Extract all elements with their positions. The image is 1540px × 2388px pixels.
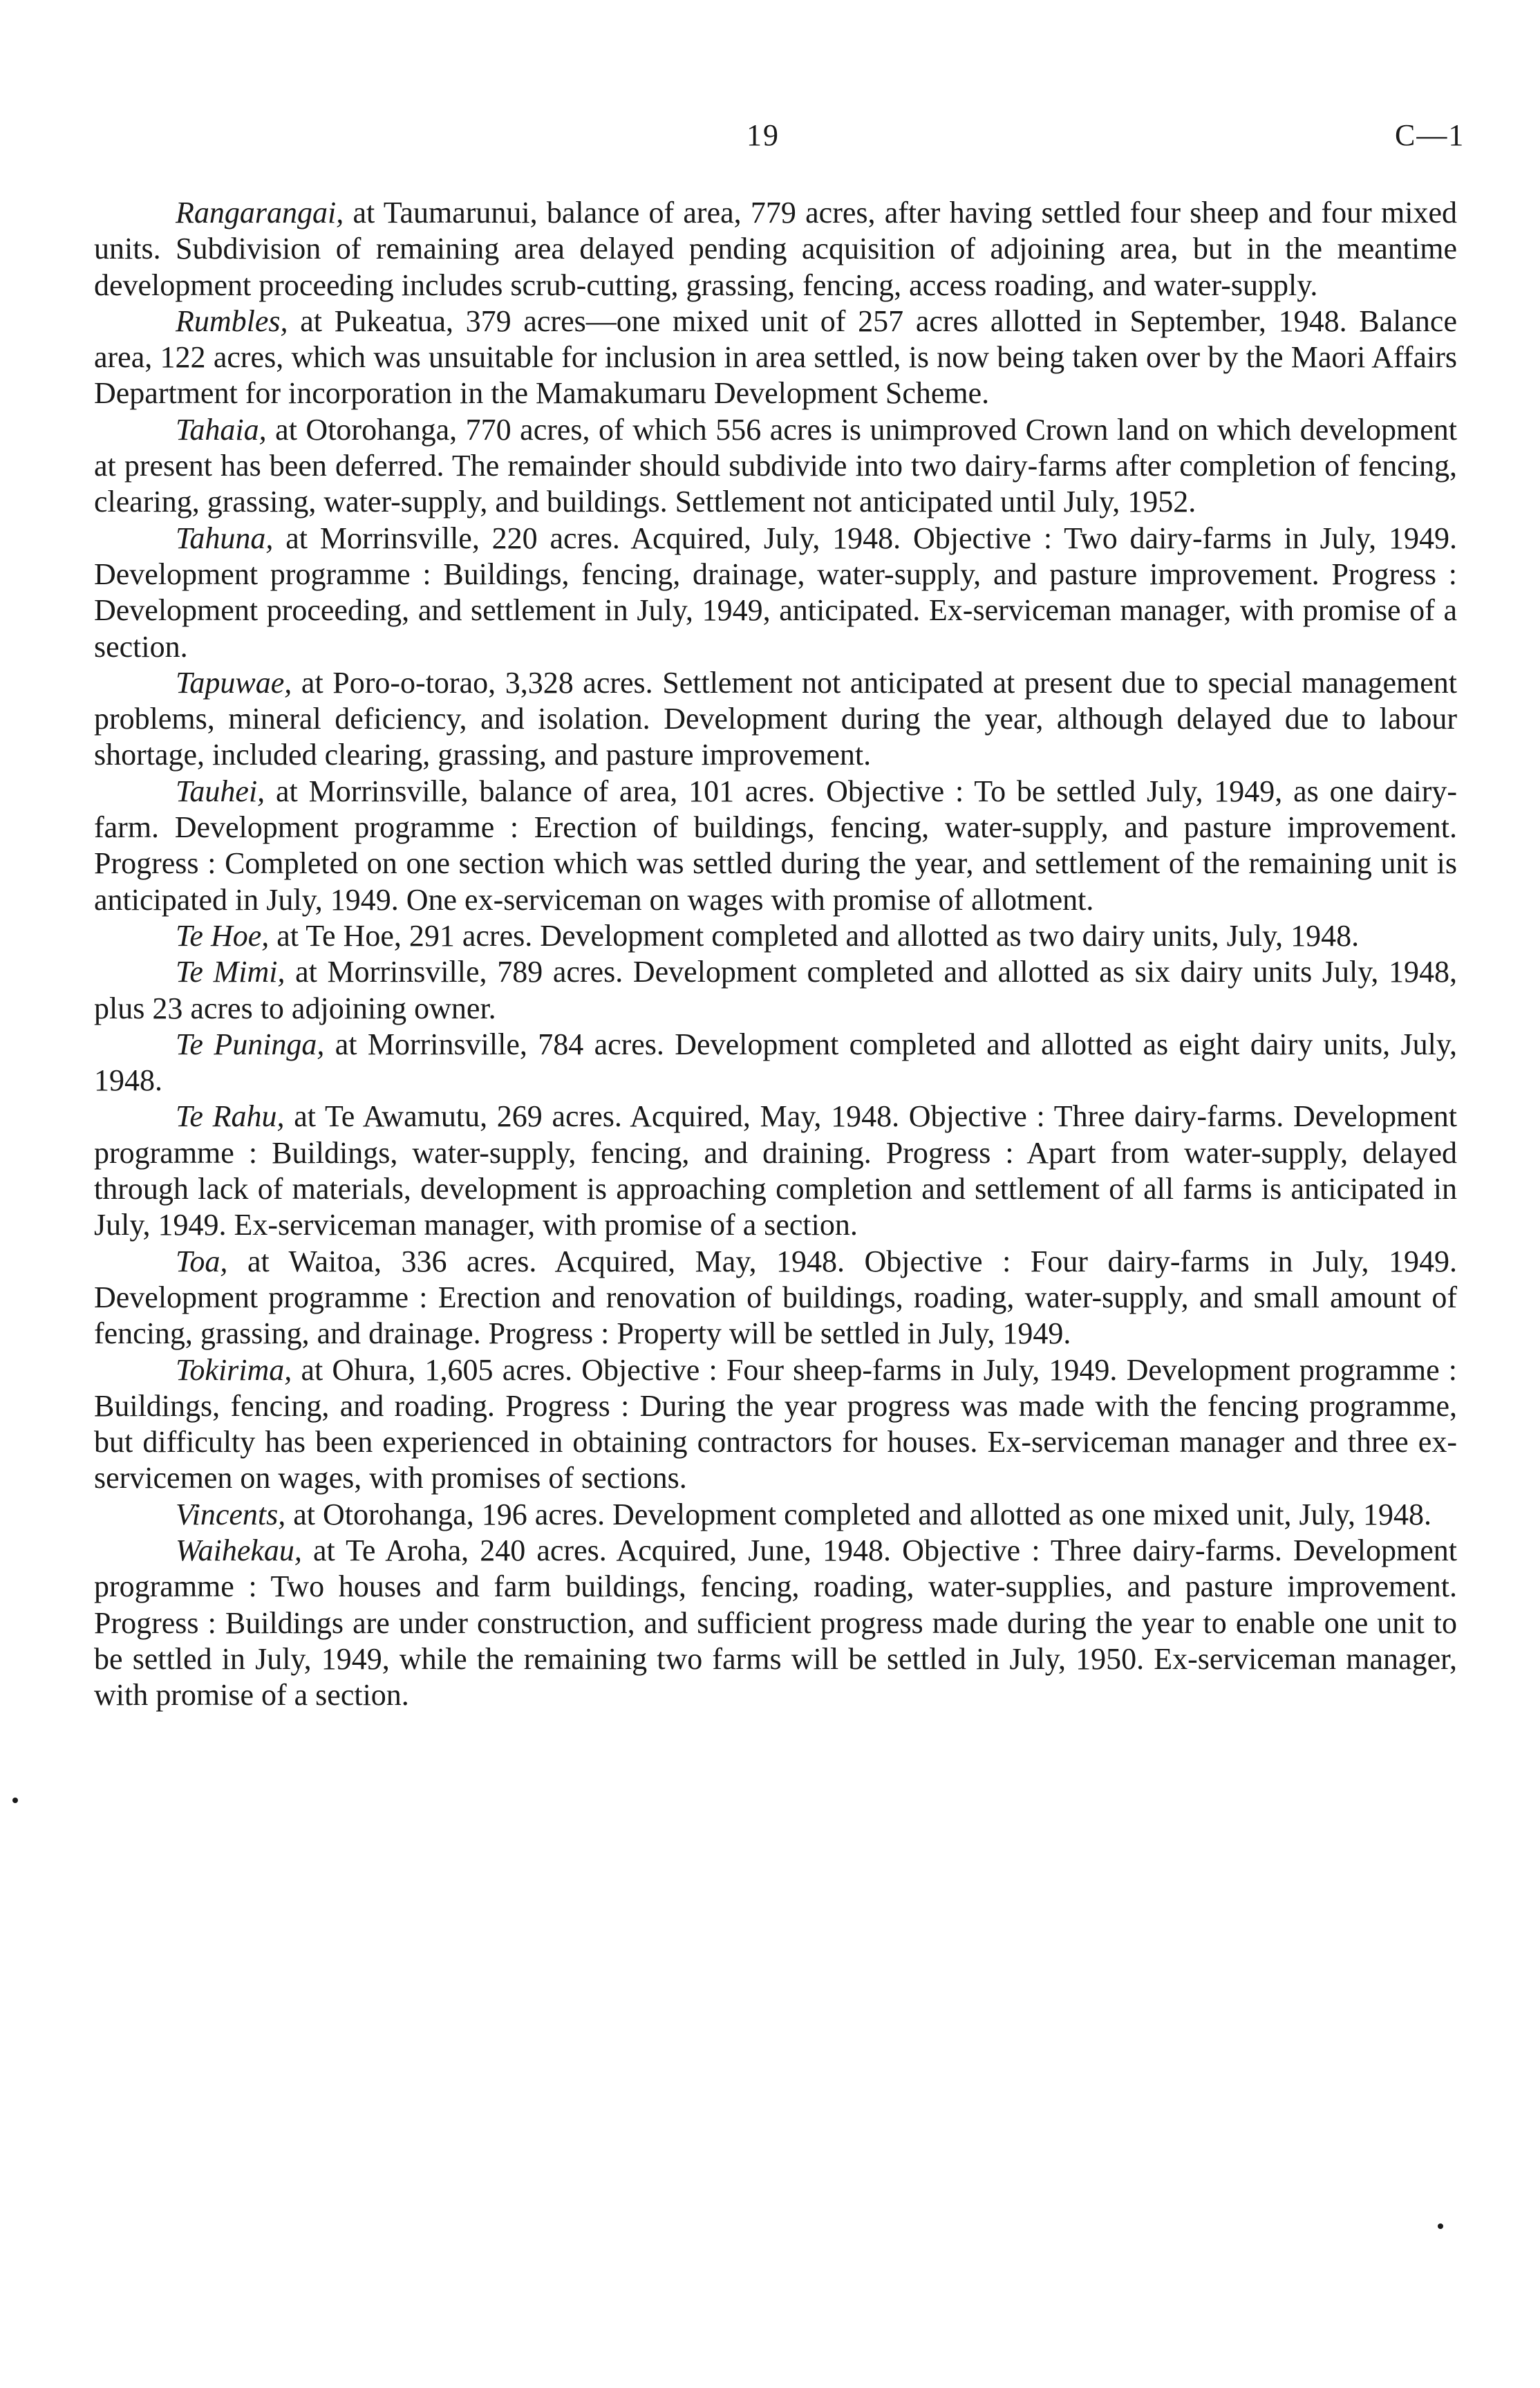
entry-text: at Otorohanga, 196 acres. Development completed and allotted as one mixed unit, July, 1948. (285, 1497, 1431, 1531)
scan-speck (12, 1798, 18, 1803)
entry-text: at Morrinsville, 220 acres. Acquired, July, 1948. Objective : Two dairy-farms in July, 1949. Development programme : Buildings, fencing, drainage, water-supply, and pasture improvement. Progress : Development proceeding, and settlement in July, 1949, anticipated. Ex-serviceman manager, with promise of a section. (94, 521, 1457, 664)
entry-tahaia (94, 412, 1457, 521)
entry-name: Vincents, (176, 1497, 286, 1531)
report-body (94, 195, 1457, 1713)
entry-text: at Te Aroha, 240 acres. Acquired, June, 1948. Objective : Three dairy-farms. Development programme : Two houses and farm buildings, fencing, roading, water-supplies, and pasture improvement. Progress : Buildings are under construction, and sufficient progress made during the year to enable one unit to be settled in July, 1949, while the remaining two farms will be settled in July, 1950. Ex-serviceman manager, with promise of a section. (94, 1533, 1457, 1713)
entry-te-hoe (94, 918, 1457, 954)
entry-text: at Morrinsville, balance of area, 101 acres. Objective : To be settled July, 1949, as one dairy-farm. Development programme : Erection of buildings, fencing, water-supply, and pasture improvement. Progress : Completed on one section which was settled during the year, and settlement of the remaining unit is anticipated in July, 1949. One ex-serviceman on wages with promise of allotment. (94, 774, 1457, 917)
entry-text: at Poro-o-torao, 3,328 acres. Settlement not anticipated at present due to special management problems, mineral deficiency, and isolation. Development during the year, although delayed due to labour shortage, included clearing, grassing, and pasture improvement. (94, 665, 1457, 772)
entry-toa (94, 1244, 1457, 1352)
entry-text: at Morrinsville, 784 acres. Development completed and allotted as eight dairy units, July, 1948. (94, 1027, 1458, 1098)
entry-text: at Otorohanga, 770 acres, of which 556 acres is unimproved Crown land on which development at present has been deferred. The remainder should subdivide into two dairy-farms after completion of fencing, clearing, grassing, water-supply, and buildings. Settlement not anticipated until July, 1952. (94, 412, 1457, 519)
entry-tokirima (94, 1352, 1457, 1497)
entry-text: at Waitoa, 336 acres. Acquired, May, 1948. Objective : Four dairy-farms in July, 1949. Development programme : Erection and renovation of buildings, roading, water-supply, and small amount of fencing, grassing, and drainage. Progress : Property will be settled in July, 1949. (94, 1244, 1457, 1351)
entry-name: Tahaia, (176, 412, 267, 447)
entry-te-puninga (94, 1027, 1457, 1099)
entry-text: at Morrinsville, 789 acres. Development completed and allotted as six dairy units July, 1948, plus 23 acres to adjoining owner. (94, 955, 1457, 1025)
entry-te-mimi (94, 954, 1457, 1027)
entry-waihekau (94, 1533, 1457, 1713)
entry-rangarangai (94, 195, 1457, 304)
entry-name: Tahuna, (176, 521, 274, 555)
entry-text: at Pukeatua, 379 acres—one mixed unit of 257 acres allotted in September, 1948. Balance area, 122 acres, which was unsuitable for inclusion in area settled, is now being taken over by the Maori Affairs Department for incorporation in the Mamakumaru Development Scheme. (94, 304, 1457, 411)
entry-text: at Ohura, 1,605 acres. Objective : Four sheep-farms in July, 1949. Development programme : Buildings, fencing, and roading. Progress : During the year progress was made with the fencing programme, but difficulty has been experienced in obtaining contractors for houses. Ex-serviceman manager and three ex-servicemen on wages, with promises of sections. (94, 1352, 1457, 1495)
entry-tapuwae (94, 665, 1457, 774)
entry-text: at Taumarunui, balance of area, 779 acres, after having settled four sheep and four mixed units. Subdivision of remaining area delayed pending acquisition of adjoining area, but in the meantime development proceeding includes scrub-cutting, grassing, fencing, access roading, and water-supply. (94, 196, 1457, 302)
entry-text: at Te Hoe, 291 acres. Development completed and allotted as two dairy units, July, 1948. (269, 918, 1360, 953)
entry-name: Te Rahu, (176, 1099, 285, 1134)
entry-name: Tauhei, (176, 774, 265, 808)
document-reference: C—1 (1395, 118, 1465, 152)
entry-tauhei (94, 774, 1457, 918)
entry-te-rahu (94, 1099, 1457, 1243)
entry-name: Te Mimi, (176, 955, 285, 989)
entry-name: Tapuwae, (176, 665, 292, 700)
entry-name: Waihekau, (176, 1533, 302, 1567)
entry-rumbles (94, 304, 1457, 412)
entry-tahuna (94, 521, 1457, 665)
entry-name: Te Puninga, (176, 1027, 325, 1061)
entry-name: Tokirima, (176, 1352, 292, 1387)
entry-name: Te Hoe, (176, 918, 270, 953)
entry-name: Toa, (176, 1244, 228, 1278)
scan-speck (1438, 2223, 1443, 2229)
entry-vincents (94, 1497, 1457, 1533)
entry-name: Rumbles, (176, 304, 288, 338)
entry-name: Rangarangai, (176, 196, 344, 230)
entry-text: at Te Awamutu, 269 acres. Acquired, May, 1948. Objective : Three dairy-farms. Development programme : Buildings, water-supply, fencing, and draining. Progress : Apart from water-supply, delayed through lack of materials, development is approaching completion and settlement of all farms is anticipated in July, 1949. Ex-serviceman manager, with promise of a section. (94, 1099, 1457, 1242)
page-number: 19 (746, 118, 780, 152)
